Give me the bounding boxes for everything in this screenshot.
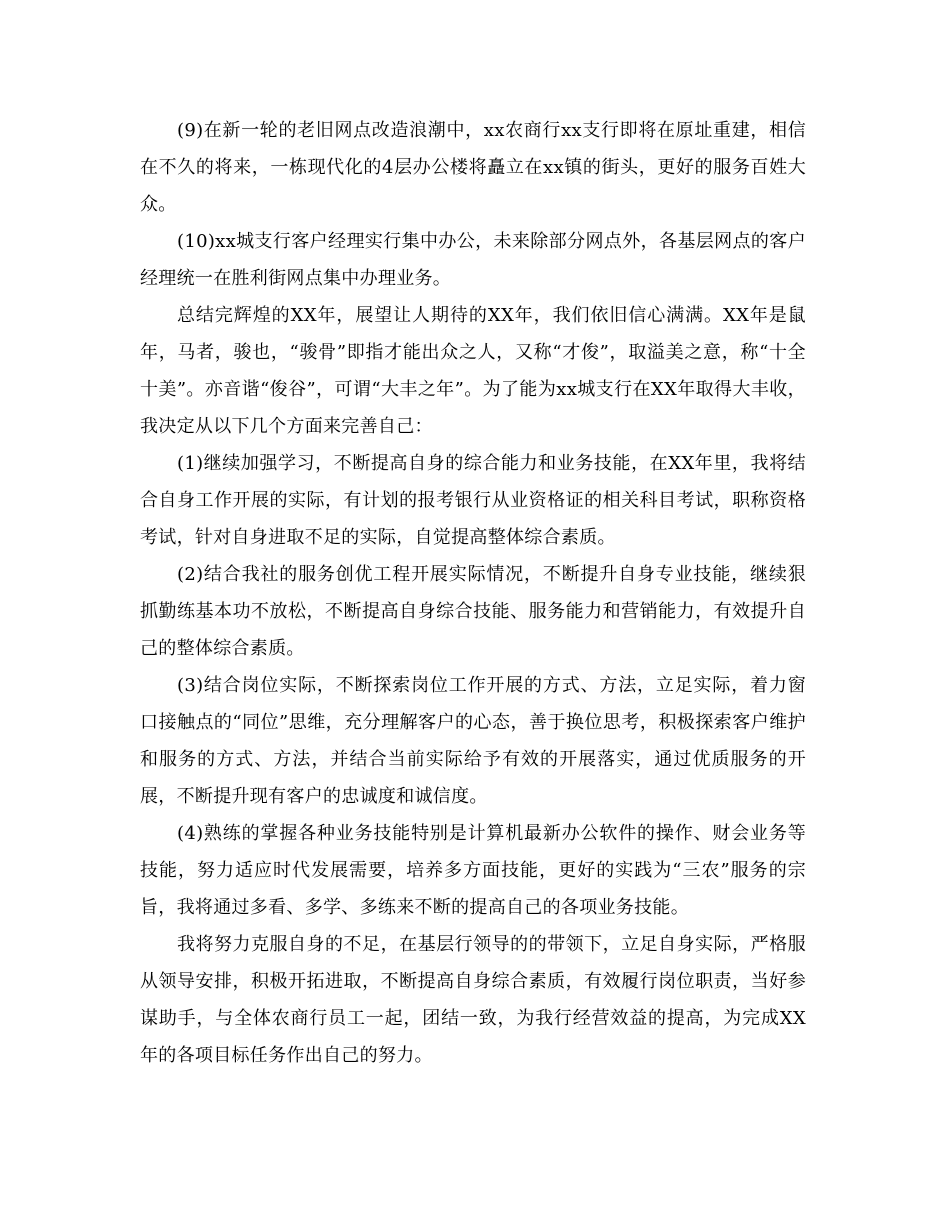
paragraph-item-10: (10)xx城支行客户经理实行集中办公，未来除部分网点外，各基层网点的客户经理统一在胜利街网点集中办理业务。: [140, 231, 806, 289]
paragraph-plan-1: (1)继续加强学习，不断提高自身的综合能力和业务技能，在XX年里，我将结合自身工作开展的实际，有计划的报考银行从业资格证的相关科目考试，职称资格考试，针对自身进取不足的实际，自觉提高整体综合素质。: [140, 453, 806, 548]
paragraph-plan-4: (4)熟练的掌握各种业务技能特别是计算机最新办公软件的操作、财会业务等技能，努力适应时代发展需要，培养多方面技能，更好的实践为“三农”服务的宗旨，我将通过多看、多学、多练来不断的提高自己的各项业务技能。: [140, 823, 806, 918]
paragraph-plan-2: (2)结合我社的服务创优工程开展实际情况，不断提升自身专业技能，继续狠抓勤练基本功不放松，不断提高自身综合技能、服务能力和营销能力，有效提升自己的整体综合素质。: [140, 564, 806, 659]
paragraph-summary: 总结完辉煌的XX年，展望让人期待的XX年，我们依旧信心满满。XX年是鼠年，马者，骏也，“骏骨”即指才能出众之人，又称“才俊”，取溢美之意，称“十全十美”。亦音谐“俊谷”，可谓“大丰之年”。为了能为xx城支行在XX年取得大丰收，我决定从以下几个方面来完善自己：: [140, 305, 806, 437]
paragraph-plan-3: (3)结合岗位实际，不断探索岗位工作开展的方式、方法，立足实际，着力窗口接触点的“同位”思维，充分理解客户的心态，善于换位思考，积极探索客户维护和服务的方式、方法，并结合当前实际给予有效的开展落实，通过优质服务的开展，不断提升现有客户的忠诚度和诚信度。: [140, 675, 806, 807]
paragraph-conclusion: 我将努力克服自身的不足，在基层行领导的的带领下，立足自身实际，严格服从领导安排，积极开拓进取，不断提高自身综合素质，有效履行岗位职责，当好参谋助手，与全体农商行员工一起，团结一致，为我行经营效益的提高，为完成XX年的各项目标任务作出自己的努力。: [140, 934, 806, 1066]
document-body: [140, 112, 806, 1074]
paragraph-item-9: (9)在新一轮的老旧网点改造浪潮中，xx农商行xx支行即将在原址重建，相信在不久的将来，一栋现代化的4层办公楼将矗立在xx镇的街头，更好的服务百姓大众。: [140, 120, 806, 215]
